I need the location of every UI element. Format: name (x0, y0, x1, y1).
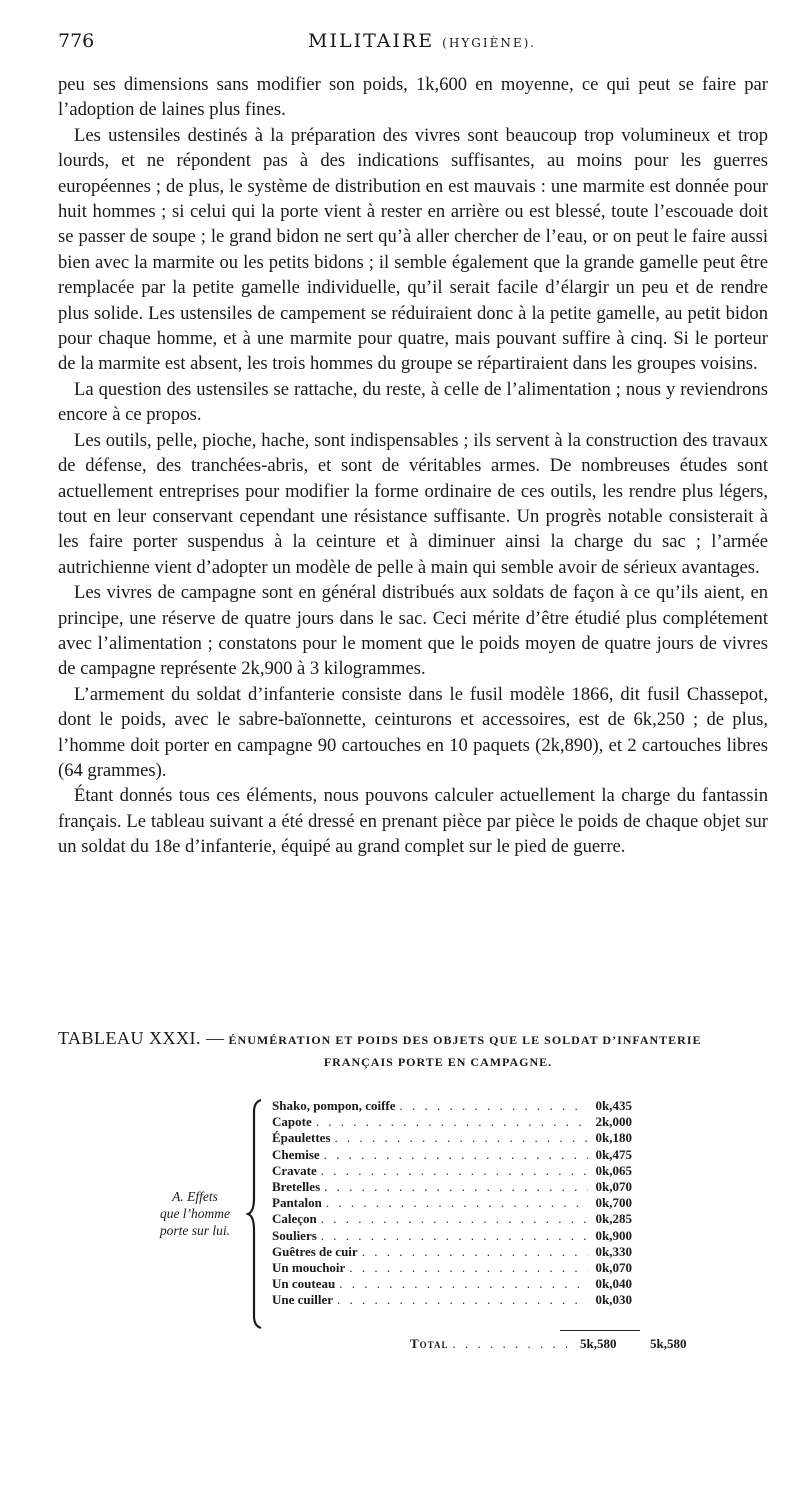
item-weight: 0k,070 (595, 1259, 632, 1275)
total-row (410, 1336, 700, 1352)
paragraph: La question des ustensiles se rattache, du reste, à celle de l’alimentation ; nous y reviendrons encore à ce propos. (58, 378, 768, 426)
item-weight: 0k,700 (595, 1195, 632, 1211)
group-label (140, 1188, 250, 1239)
body-text (58, 72, 768, 860)
table-caption (58, 1028, 778, 1070)
list-item (272, 1163, 632, 1179)
dot-leader (449, 1336, 567, 1352)
paragraph: Étant donnés tous ces éléments, nous pouvons calculer actuellement la charge du fantassin français. Le tableau suivant a été dressé en prenant pièce par pièce le poids de chaque objet sur un soldat du 18e d’infanterie, équipé au grand complet sur le pied de guerre. (58, 785, 768, 858)
item-weight: 0k,285 (595, 1211, 632, 1227)
group-label-line: porte sur lui. (159, 1223, 231, 1238)
list-item (272, 1292, 632, 1308)
group-label-line: que l’homme (159, 1206, 231, 1221)
dot-leader (317, 1163, 588, 1179)
running-title-main: MILITAIRE (308, 30, 435, 52)
dot-leader (322, 1195, 588, 1211)
item-weight: 0k,040 (595, 1276, 632, 1292)
dot-leader (345, 1260, 588, 1276)
list-item (272, 1147, 632, 1163)
items-list (272, 1098, 632, 1308)
page-number: 776 (58, 30, 95, 52)
list-item (272, 1098, 632, 1114)
dot-leader (317, 1228, 588, 1244)
item-weight: 0k,900 (595, 1227, 632, 1243)
total-value: 5k,580 (580, 1336, 617, 1351)
item-weight: 0k,475 (595, 1146, 632, 1162)
item-name: Un couteau (272, 1276, 336, 1292)
total-label: Total (410, 1336, 449, 1351)
item-weight: 0k,330 (595, 1243, 632, 1259)
list-item (272, 1130, 632, 1146)
dot-leader (320, 1147, 588, 1163)
item-name: Bretelles (272, 1178, 321, 1194)
item-weight: 2k,000 (595, 1114, 632, 1130)
item-name: Capote (272, 1114, 312, 1130)
list-item (272, 1114, 632, 1130)
list-item (272, 1244, 632, 1260)
table-caption-line1: ÉNUMÉRATION ET POIDS DES OBJETS QUE LE SOLDAT D’INFANTERIE (228, 1033, 702, 1047)
paragraph: Les ustensiles destinés à la préparation des vivres sont beaucoup trop volumineux et trop lourds, et ne répondent pas à des indications suffisantes, au moins pour les guerres européennes ; de plus, le système de distribution en est mauvais : une marmite est donnée pour huit hommes ; si celui qui la porte vient à rester en arrière ou est blessé, toute l’escouade doit se passer de soupe ; le grand bidon ne sert qu’à aller chercher de l’eau, or on peut le faire aussi bien avec la marmite ou les petits bidons ; il semble également que la grande gamelle peut être remplacée par la petite gamelle individuelle, qu’il serait facile d’élargir un peu et de rendre plus solide. Les ustensiles de campement se réduiraient donc à la petite gamelle, au petit bidon pour chaque homme, et à une marmite pour quatre, mais pouvant suffire à cinq. Si le porteur de la marmite est absent, les trois hommes du groupe se répartiraient dans les groupes voisins. (58, 124, 768, 375)
curly-brace-icon (246, 1098, 266, 1330)
item-weight: 0k,065 (595, 1162, 632, 1178)
running-title-sub: (HYGIÈNE). (442, 36, 537, 50)
item-weight: 0k,030 (595, 1292, 632, 1308)
item-name: Un mouchoir (272, 1259, 346, 1275)
group-label-line: A. Effets (172, 1189, 218, 1204)
list-item (272, 1195, 632, 1211)
list-item (272, 1228, 632, 1244)
item-name: Caleçon (272, 1211, 317, 1227)
table-caption-line2: FRANÇAIS PORTE EN CAMPAGNE. (323, 1055, 553, 1069)
item-name: Épaulettes (272, 1130, 331, 1146)
item-weight: 0k,070 (595, 1178, 632, 1194)
paragraph: L’armement du soldat d’infanterie consiste dans le fusil modèle 1866, dit fusil Chassepot, dont le poids, avec le sabre-baïonnette, ceinturons et accessoires, est de 6k,250 ; de plus, l’homme doit porter en campagne 90 cartouches en 10 paquets (2k,890), et 2 cartouches libres (64 grammes). (58, 683, 768, 781)
total-value-right: 5k,580 (650, 1336, 687, 1351)
paragraph: Les vivres de campagne sont en général distribués aux soldats de façon à ce qu’ils aient, en principe, une réserve de quatre jours dans le sac. Ceci mérite d’être étudié plus complétement avec l’alimentation ; constatons pour le moment que le poids moyen de quatre jours de vivres de campagne représente 2k,900 à 3 kilogrammes. (58, 582, 768, 680)
paragraph: peu ses dimensions sans modifier son poids, 1k,600 en moyenne, ce qui peut se faire par l’adoption de laines plus fines. (58, 74, 768, 121)
list-item (272, 1211, 632, 1227)
dot-leader (396, 1098, 588, 1114)
item-name: Chemise (272, 1146, 320, 1162)
dot-leader (317, 1211, 588, 1227)
paragraph: Les outils, pelle, pioche, hache, sont indispensables ; ils servent à la construction des travaux de défense, des tranchées-abris, et sont de véritables armes. De nombreuses études sont actuellement entreprises pour modifier la forme ordinaire de ces outils, les rendre plus légers, tout en leur conservant cependant une résistance suffisante. Un progrès notable consisterait à les faire porter suspendus à la ceinture et à diminuer ainsi la charge du sac ; l’armée autrichienne vient d’adopter un modèle de pelle à main qui semble avoir de sérieux avantages. (58, 429, 768, 578)
running-title (308, 30, 536, 52)
list-item (272, 1260, 632, 1276)
dot-leader (312, 1114, 588, 1130)
table-label: TABLEAU XXXI. — (58, 1028, 225, 1048)
item-name: Shako, pompon, coiffe (272, 1098, 396, 1113)
item-name: Souliers (272, 1227, 317, 1243)
item-weight: 0k,435 (595, 1098, 632, 1113)
list-item (272, 1276, 632, 1292)
dot-leader (333, 1292, 588, 1308)
dot-leader (320, 1179, 588, 1195)
total-rule (560, 1330, 640, 1331)
item-name: Guêtres de cuir (272, 1243, 358, 1259)
dot-leader (331, 1130, 589, 1146)
item-name: Cravate (272, 1162, 317, 1178)
item-name: Une cuiller (272, 1292, 334, 1308)
list-item (272, 1179, 632, 1195)
item-name: Pantalon (272, 1195, 322, 1211)
dot-leader (335, 1276, 588, 1292)
dot-leader (358, 1244, 588, 1260)
item-weight: 0k,180 (595, 1130, 632, 1146)
page-header (58, 30, 768, 60)
